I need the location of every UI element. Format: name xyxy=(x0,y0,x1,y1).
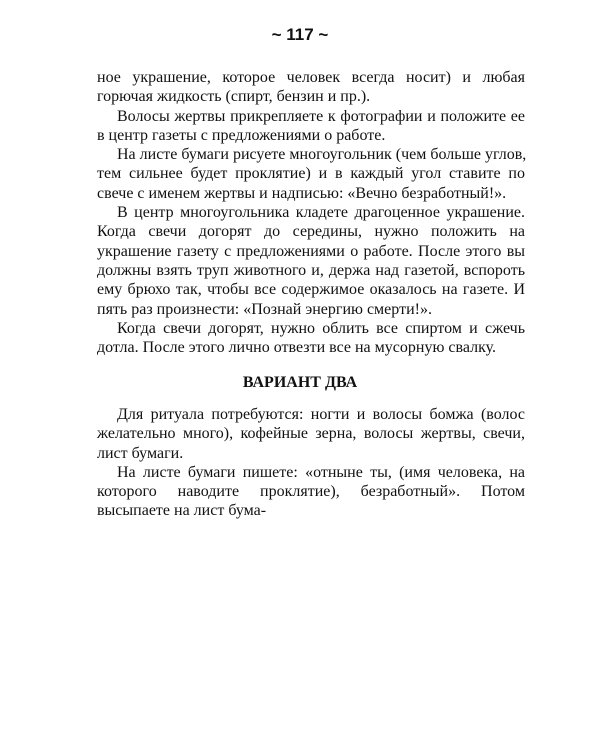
section-2-text xyxy=(97,405,525,521)
paragraph xyxy=(97,203,525,319)
text-line: Для ритуала потребуются: ногти и волосы бомжа (волос xyxy=(117,406,525,423)
text-line: Когда свечи догорят, нужно облить все спиртом и сжечь xyxy=(117,319,525,337)
text-line: На листе бумаги рисуете многоугольник (чем больше углов, xyxy=(117,146,527,164)
paragraph xyxy=(97,463,525,521)
text-line: высыпаете на лист бума- xyxy=(97,502,267,520)
paragraph xyxy=(97,107,525,146)
paragraph xyxy=(97,145,525,203)
text-line: пять раз произнести: «Познай энергию смерти!». xyxy=(97,300,432,318)
text-line: в центр газеты с предложениями о работе. xyxy=(97,126,386,144)
section-1-text xyxy=(97,68,525,357)
section-heading: ВАРИАНТ ДВА xyxy=(242,374,358,391)
text-line: лист бумаги. xyxy=(97,444,184,462)
text-line: свече с именем жертвы и надписью: «Вечно безработный!». xyxy=(97,184,507,202)
text-line: дотла. После этого лично отвезти все на мусорную свалку. xyxy=(97,339,497,357)
text-line: Когда свечи догорят до середины, нужно положить на xyxy=(97,223,525,241)
text-line: ное украшение, которое человек всегда носит) и любая xyxy=(97,69,525,86)
paragraph xyxy=(97,68,525,107)
text-line: желательно много), кофейные зерна, волосы жертвы, свечи, xyxy=(97,425,525,443)
text-line: Волосы жертвы прикрепляете к фотографии и положите ее xyxy=(117,107,525,125)
text-line: украшение газету с предложениями о работе. После этого вы xyxy=(97,242,525,260)
text-line: тем сильнее будет проклятие) и в каждый угол ставите по xyxy=(97,165,525,183)
text-line: На листе бумаги пишете: «отныне ты, (имя человека, на xyxy=(117,463,525,481)
text-line: ему брюхо так, чтобы все содержимое оказалось на газете. И xyxy=(97,281,525,299)
page-number: ~ 117 ~ xyxy=(271,25,329,44)
text-line: В центр многоугольника кладете драгоценное украшение. xyxy=(117,204,525,222)
paragraph xyxy=(97,319,525,358)
text-line: которого наводите проклятие), безработный». Потом xyxy=(97,483,525,501)
text-line: горючая жидкость (спирт, бензин и пр.). xyxy=(97,88,371,106)
text-line: должны взять труп животного и, держа над газетой, вспороть xyxy=(97,261,525,279)
paragraph xyxy=(97,405,525,463)
